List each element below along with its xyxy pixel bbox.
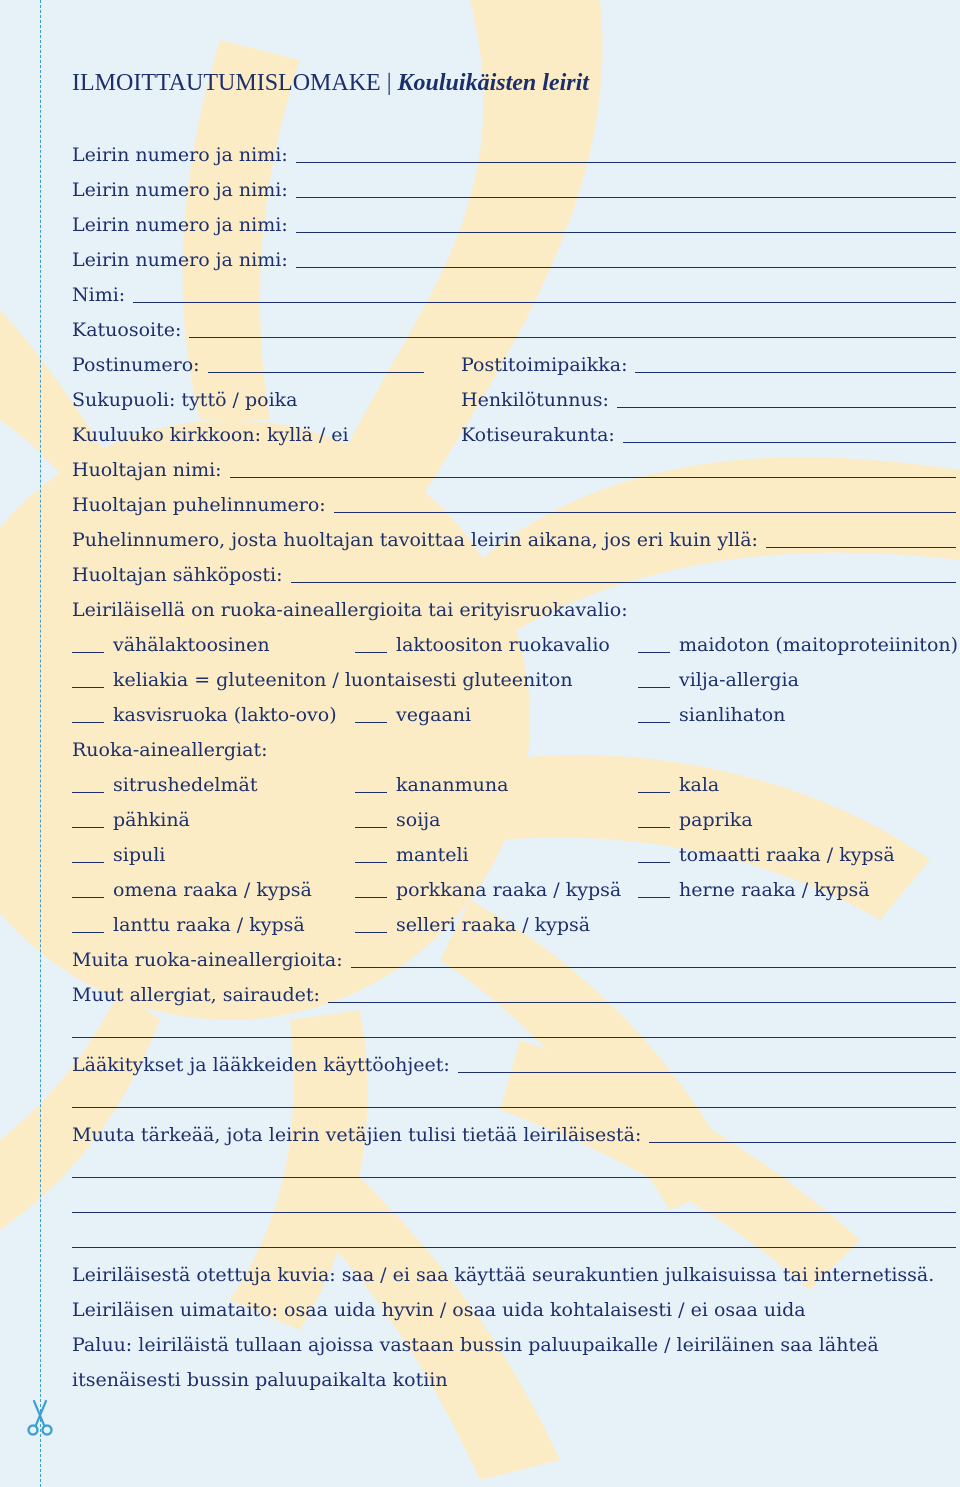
- diet-option-milk-free[interactable]: [638, 634, 958, 656]
- parish-row: [461, 424, 956, 446]
- swimming-skill-text[interactable]: Leiriläisen uimataito: osaa uida hyvin / osaa uida kohtalaisesti / ei osaa uida: [72, 1299, 806, 1321]
- medication-label: Lääkitykset ja lääkkeiden käyttöohjeet:: [72, 1054, 450, 1076]
- other-conditions-label: Muut allergiat, sairaudet:: [72, 984, 320, 1006]
- guardian-name-row: [72, 459, 956, 481]
- church-row: [72, 424, 432, 446]
- camp-1-field[interactable]: [296, 162, 956, 163]
- diet-heading: Leiriläisellä on ruoka-aineallergioita tai erityisruokavalio:: [72, 599, 628, 621]
- option-label: paprika: [679, 809, 753, 831]
- name-row: [72, 284, 956, 306]
- camp-4-row: [72, 249, 956, 271]
- church-label[interactable]: Kuuluuko kirkkoon: kyllä / ei: [72, 424, 349, 446]
- checkbox-blank[interactable]: [355, 827, 387, 828]
- guardian-phone-row: [72, 494, 956, 516]
- allergy-option-swede[interactable]: [72, 914, 305, 936]
- important-extra-line-2[interactable]: [72, 1212, 956, 1213]
- return-instructions-text[interactable]: Paluu: leiriläistä tullaan ajoissa vastaan bussin paluupaikalle / leiriläinen saa lähteä itsenäisesti bussin paluupaikalta kotiin: [72, 1334, 879, 1391]
- photo-permission-text[interactable]: Leiriläisestä otettuja kuvia: saa / ei saa käyttää seurakuntien julkaisuissa tai internetissä.: [72, 1264, 935, 1286]
- checkbox-blank[interactable]: [355, 652, 387, 653]
- checkbox-blank[interactable]: [638, 897, 670, 898]
- other-allergies-label: Muita ruoka-aineallergioita:: [72, 949, 343, 971]
- allergy-option-egg[interactable]: [355, 774, 508, 796]
- option-label: lanttu raaka / kypsä: [113, 914, 305, 936]
- checkbox-blank[interactable]: [72, 652, 104, 653]
- street-label: Katuosoite:: [72, 319, 182, 341]
- other-conditions-extra-line[interactable]: [72, 1037, 956, 1038]
- allergy-option-carrot[interactable]: [355, 879, 621, 901]
- allergy-option-celery[interactable]: [355, 914, 590, 936]
- parish-label: Kotiseurakunta:: [461, 424, 615, 446]
- option-label: manteli: [396, 844, 469, 866]
- camp-phone-row: [72, 529, 956, 551]
- option-label: sipuli: [113, 844, 166, 866]
- important-field[interactable]: [649, 1142, 956, 1143]
- allergy-option-pea[interactable]: [638, 879, 870, 901]
- option-label: kasvisruoka (lakto-ovo): [113, 704, 337, 726]
- allergy-option-citrus[interactable]: [72, 774, 257, 796]
- postcode-label: Postinumero:: [72, 354, 200, 376]
- option-label: vegaani: [396, 704, 472, 726]
- allergy-option-soy[interactable]: [355, 809, 441, 831]
- medication-extra-line[interactable]: [72, 1107, 956, 1108]
- option-label: herne raaka / kypsä: [679, 879, 870, 901]
- camp-2-row: [72, 179, 956, 201]
- checkbox-blank[interactable]: [355, 722, 387, 723]
- camp-2-label: Leirin numero ja nimi:: [72, 179, 288, 201]
- allergy-option-pepper[interactable]: [638, 809, 753, 831]
- option-label: kala: [679, 774, 720, 796]
- camp-1-label: Leirin numero ja nimi:: [72, 144, 288, 166]
- important-extra-line-3[interactable]: [72, 1247, 956, 1248]
- diet-option-no-pork[interactable]: [638, 704, 785, 726]
- allergy-option-nut[interactable]: [72, 809, 190, 831]
- option-label: sitrushedelmät: [113, 774, 258, 796]
- camp-3-label: Leirin numero ja nimi:: [72, 214, 288, 236]
- checkbox-blank[interactable]: [638, 722, 670, 723]
- camp-phone-label: Puhelinnumero, josta huoltajan tavoittaa leirin aikana, jos eri kuin yllä:: [72, 529, 758, 551]
- medication-row: [72, 1054, 956, 1076]
- checkbox-blank[interactable]: [72, 862, 104, 863]
- allergies-heading: Ruoka-aineallergiat:: [72, 739, 268, 761]
- checkbox-blank[interactable]: [638, 827, 670, 828]
- important-label: Muuta tärkeää, jota leirin vetäjien tulisi tietää leiriläisestä:: [72, 1124, 642, 1146]
- option-label: omena raaka / kypsä: [113, 879, 312, 901]
- post-office-row: [461, 354, 956, 376]
- title-main: ILMOITTAUTUMISLOMAKE: [72, 70, 381, 96]
- option-label: soija: [396, 809, 441, 831]
- page-title: [72, 70, 589, 97]
- checkbox-blank[interactable]: [638, 687, 670, 688]
- checkbox-blank[interactable]: [355, 897, 387, 898]
- camp-phone-field[interactable]: [766, 547, 956, 548]
- checkbox-blank[interactable]: [638, 652, 670, 653]
- checkbox-blank[interactable]: [72, 827, 104, 828]
- allergy-option-apple[interactable]: [72, 879, 312, 901]
- ssn-row: [461, 389, 956, 411]
- street-field[interactable]: [189, 337, 956, 338]
- allergy-option-tomato[interactable]: [638, 844, 895, 866]
- option-label: tomaatti raaka / kypsä: [679, 844, 895, 866]
- checkbox-blank[interactable]: [638, 862, 670, 863]
- diet-option-lactose-free[interactable]: [355, 634, 610, 656]
- diet-option-vegetarian[interactable]: [72, 704, 337, 726]
- checkbox-blank[interactable]: [355, 862, 387, 863]
- post-office-field[interactable]: [635, 372, 956, 373]
- checkbox-blank[interactable]: [72, 722, 104, 723]
- option-label: keliakia = gluteeniton / luontaisesti gluteeniton: [113, 669, 573, 691]
- option-label: kananmuna: [396, 774, 509, 796]
- ssn-field[interactable]: [617, 407, 956, 408]
- diet-option-grain-allergy[interactable]: [638, 669, 799, 691]
- title-separator: |: [386, 70, 392, 96]
- allergy-option-onion[interactable]: [72, 844, 165, 866]
- important-row: [72, 1124, 956, 1146]
- option-label: vähälaktoosinen: [113, 634, 270, 656]
- camp-3-row: [72, 214, 956, 236]
- option-label: maidoton (maitoproteiiniton): [679, 634, 959, 656]
- allergy-option-almond[interactable]: [355, 844, 469, 866]
- camp-4-label: Leirin numero ja nimi:: [72, 249, 288, 271]
- option-label: selleri raaka / kypsä: [396, 914, 591, 936]
- other-conditions-field[interactable]: [328, 1002, 956, 1003]
- diet-option-lactose-low[interactable]: [72, 634, 270, 656]
- option-label: laktoositon ruokavalio: [396, 634, 610, 656]
- other-allergies-row: [72, 949, 956, 971]
- allergy-option-fish[interactable]: [638, 774, 719, 796]
- postcode-field[interactable]: [208, 372, 424, 373]
- guardian-email-label: Huoltajan sähköposti:: [72, 564, 283, 586]
- option-label: pähkinä: [113, 809, 190, 831]
- other-conditions-row: [72, 984, 956, 1006]
- guardian-phone-label: Huoltajan puhelinnumero:: [72, 494, 326, 516]
- option-label: sianlihaton: [679, 704, 786, 726]
- guardian-email-field[interactable]: [291, 582, 956, 583]
- postcode-row: [72, 354, 424, 376]
- camp-3-field[interactable]: [296, 232, 956, 233]
- camp-1-row: [72, 144, 956, 166]
- guardian-phone-field[interactable]: [334, 512, 956, 513]
- gender-label[interactable]: Sukupuoli: tyttö / poika: [72, 389, 298, 411]
- ssn-label: Henkilötunnus:: [461, 389, 609, 411]
- guardian-email-row: [72, 564, 956, 586]
- checkbox-blank[interactable]: [72, 932, 104, 933]
- checkbox-blank[interactable]: [72, 792, 104, 793]
- guardian-name-label: Huoltajan nimi:: [72, 459, 222, 481]
- guardian-name-field[interactable]: [230, 477, 956, 478]
- title-sub: Kouluikäisten leirit: [397, 70, 589, 96]
- checkbox-blank[interactable]: [355, 792, 387, 793]
- checkbox-blank[interactable]: [72, 687, 104, 688]
- checkbox-blank[interactable]: [72, 897, 104, 898]
- medication-field[interactable]: [458, 1072, 956, 1073]
- post-office-label: Postitoimipaikka:: [461, 354, 628, 376]
- camp-4-field[interactable]: [296, 267, 956, 268]
- gender-row: [72, 389, 432, 411]
- option-label: vilja-allergia: [679, 669, 799, 691]
- checkbox-blank[interactable]: [638, 792, 670, 793]
- name-field[interactable]: [133, 302, 956, 303]
- street-row: [72, 319, 956, 341]
- parish-field[interactable]: [623, 442, 956, 443]
- diet-option-celiac[interactable]: [72, 669, 573, 691]
- other-allergies-field[interactable]: [351, 967, 956, 968]
- option-label: porkkana raaka / kypsä: [396, 879, 622, 901]
- camp-2-field[interactable]: [296, 197, 956, 198]
- diet-option-vegan[interactable]: [355, 704, 471, 726]
- checkbox-blank[interactable]: [355, 932, 387, 933]
- name-label: Nimi:: [72, 284, 126, 306]
- important-extra-line-1[interactable]: [72, 1177, 956, 1178]
